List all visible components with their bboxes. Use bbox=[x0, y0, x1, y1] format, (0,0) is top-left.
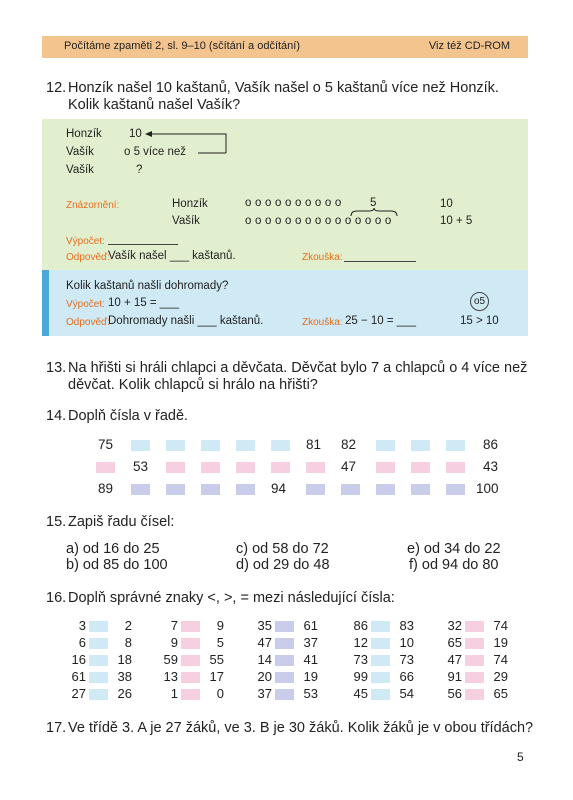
vypocet-blank bbox=[108, 244, 178, 245]
extra-question: Kolik kaštanů našli dohromady? bbox=[66, 280, 229, 292]
seq1-blank[interactable] bbox=[236, 440, 255, 451]
badge-icon: o5 bbox=[470, 292, 489, 311]
compare-right: 73 bbox=[399, 652, 414, 667]
blue-accent-bar bbox=[42, 270, 49, 336]
seq3-blank[interactable] bbox=[376, 484, 395, 495]
page-number: 5 bbox=[517, 750, 524, 764]
compare-left: 7 bbox=[170, 618, 178, 633]
compare-right: 65 bbox=[493, 686, 508, 701]
compare-blank[interactable] bbox=[275, 638, 294, 649]
compare-blank[interactable] bbox=[371, 672, 390, 683]
compare-blank[interactable] bbox=[89, 638, 108, 649]
compare-blank[interactable] bbox=[275, 621, 294, 632]
seq2-blank[interactable] bbox=[271, 462, 290, 473]
vasik-relation: o 5 více než bbox=[124, 146, 187, 158]
seq2-a: 53 bbox=[133, 459, 149, 474]
seq1-blank[interactable] bbox=[201, 440, 220, 451]
compare-blank[interactable] bbox=[371, 638, 390, 649]
compare-blank[interactable] bbox=[465, 689, 484, 700]
compare-right: 17 bbox=[209, 669, 224, 684]
compare-left: 1 bbox=[170, 686, 178, 701]
compare-left: 65 bbox=[447, 635, 462, 650]
zkouska-blank bbox=[344, 261, 416, 262]
extra-odpoved-text: Dohromady našli ___ kaštanů. bbox=[108, 315, 264, 327]
zn-vasik-value: 10 + 5 bbox=[440, 215, 473, 227]
q14-number: 14. bbox=[46, 408, 67, 424]
range-d: d) od 29 do 48 bbox=[236, 557, 330, 573]
q15-text: Zapiš řadu čísel: bbox=[68, 514, 175, 530]
q13-number: 13. bbox=[46, 360, 67, 376]
seq1-c: 82 bbox=[341, 437, 357, 452]
arrow-icon bbox=[140, 128, 240, 160]
compare-left: 91 bbox=[447, 669, 462, 684]
compare-blank[interactable] bbox=[181, 689, 200, 700]
seq3-a: 89 bbox=[98, 481, 114, 496]
compare-right: 74 bbox=[493, 652, 508, 667]
compare-right: 29 bbox=[493, 669, 508, 684]
seq1-blank[interactable] bbox=[411, 440, 430, 451]
compare-left: 35 bbox=[257, 618, 272, 633]
header-bar bbox=[42, 36, 528, 58]
range-b: b) od 85 do 100 bbox=[66, 557, 168, 573]
compare-right: 10 bbox=[399, 635, 414, 650]
compare-left: 20 bbox=[257, 669, 272, 684]
compare-right: 2 bbox=[124, 618, 132, 633]
seq2-blank[interactable] bbox=[166, 462, 185, 473]
seq3-blank[interactable] bbox=[201, 484, 220, 495]
compare-right: 83 bbox=[399, 618, 414, 633]
seq3-blank[interactable] bbox=[236, 484, 255, 495]
compare-blank[interactable] bbox=[89, 621, 108, 632]
seq1-blank[interactable] bbox=[376, 440, 395, 451]
compare-right: 0 bbox=[216, 686, 224, 701]
compare-right: 74 bbox=[493, 618, 508, 633]
seq1-a: 75 bbox=[98, 437, 114, 452]
q14-text: Doplň čísla v řadě. bbox=[68, 408, 189, 424]
q12-line2: Kolik kaštanů našel Vašík? bbox=[68, 97, 241, 113]
zn-vasik: Vašík bbox=[172, 215, 200, 227]
compare-left: 12 bbox=[353, 635, 368, 650]
seq3-blank[interactable] bbox=[166, 484, 185, 495]
compare-left: 86 bbox=[353, 618, 368, 633]
compare-left: 99 bbox=[353, 669, 368, 684]
compare-left: 3 bbox=[78, 618, 86, 633]
compare-right: 38 bbox=[117, 669, 132, 684]
compare-left: 61 bbox=[71, 669, 86, 684]
seq3-b: 94 bbox=[271, 481, 287, 496]
extra-zkouska-label: Zkouška: bbox=[302, 317, 343, 328]
compare-right: 54 bbox=[399, 686, 414, 701]
compare-right: 5 bbox=[216, 635, 224, 650]
zn-honzik-dots: o o o o o o o o o o bbox=[245, 197, 342, 209]
compare-left: 9 bbox=[170, 635, 178, 650]
zn-honzik: Honzík bbox=[172, 198, 208, 210]
compare-blank[interactable] bbox=[465, 672, 484, 683]
honzik-value: 10 bbox=[129, 128, 142, 140]
compare-left: 14 bbox=[257, 652, 272, 667]
honzik-label: Honzík bbox=[66, 128, 102, 140]
range-c: c) od 58 do 72 bbox=[236, 541, 329, 557]
compare-blank[interactable] bbox=[89, 689, 108, 700]
compare-blank[interactable] bbox=[181, 672, 200, 683]
q12-number: 12. bbox=[46, 80, 67, 96]
compare-left: 47 bbox=[257, 635, 272, 650]
compare-text: 15 > 10 bbox=[460, 315, 499, 327]
header-title: Počítáme zpaměti 2, sl. 9–10 (sčítání a odčítání) bbox=[64, 40, 301, 52]
q15-number: 15. bbox=[46, 514, 67, 530]
compare-blank[interactable] bbox=[275, 689, 294, 700]
compare-left: 32 bbox=[447, 618, 462, 633]
compare-right: 37 bbox=[303, 635, 318, 650]
zn-honzik-value: 10 bbox=[440, 198, 453, 210]
seq2-c: 43 bbox=[483, 459, 499, 474]
compare-blank[interactable] bbox=[371, 655, 390, 666]
compare-blank[interactable] bbox=[371, 621, 390, 632]
compare-left: 45 bbox=[353, 686, 368, 701]
seq1-b: 81 bbox=[306, 437, 322, 452]
q16-number: 16. bbox=[46, 590, 67, 606]
compare-blank[interactable] bbox=[181, 655, 200, 666]
seq1-blank[interactable] bbox=[166, 440, 185, 451]
seq3-blank[interactable] bbox=[131, 484, 150, 495]
q17-text: Ve třídě 3. A je 27 žáků, ve 3. B je 30 žáků. Kolik žáků je v obou třídách? bbox=[68, 720, 534, 736]
compare-left: 16 bbox=[71, 652, 86, 667]
seq3-c: 100 bbox=[476, 481, 499, 496]
seq2-blank[interactable] bbox=[236, 462, 255, 473]
compare-blank[interactable] bbox=[275, 672, 294, 683]
seq3-blank[interactable] bbox=[446, 484, 465, 495]
extra-zkouska-text: 25 − 10 = ___ bbox=[345, 315, 416, 327]
seq2-blank[interactable] bbox=[306, 462, 325, 473]
compare-right: 41 bbox=[303, 652, 318, 667]
seq3-blank[interactable] bbox=[411, 484, 430, 495]
compare-left: 59 bbox=[163, 652, 178, 667]
compare-blank[interactable] bbox=[465, 621, 484, 632]
compare-blank[interactable] bbox=[371, 689, 390, 700]
vasik-label-2: Vašík bbox=[66, 164, 94, 176]
compare-left: 13 bbox=[163, 669, 178, 684]
compare-right: 26 bbox=[117, 686, 132, 701]
compare-right: 19 bbox=[493, 635, 508, 650]
compare-right: 61 bbox=[303, 618, 318, 633]
zkouska-label: Zkouška: bbox=[302, 252, 343, 263]
compare-blank[interactable] bbox=[465, 655, 484, 666]
compare-blank[interactable] bbox=[181, 638, 200, 649]
compare-left: 56 bbox=[447, 686, 462, 701]
compare-blank[interactable] bbox=[465, 638, 484, 649]
q13-line1: Na hřišti si hráli chlapci a děvčata. Děvčat bylo 7 a chlapců o 4 více než bbox=[68, 360, 528, 376]
compare-right: 55 bbox=[209, 652, 224, 667]
seq3-blank[interactable] bbox=[306, 484, 325, 495]
znazorneni-label: Znázornění: bbox=[66, 200, 120, 211]
vasik-label: Vašík bbox=[66, 146, 94, 158]
compare-right: 66 bbox=[399, 669, 414, 684]
seq2-blank[interactable] bbox=[201, 462, 220, 473]
seq2-blank[interactable] bbox=[446, 462, 465, 473]
odpoved-text: Vašík našel ___ kaštanů. bbox=[108, 250, 236, 262]
q16-text: Doplň správné znaky <, >, = mezi následující čísla: bbox=[68, 590, 395, 606]
compare-blank[interactable] bbox=[89, 672, 108, 683]
header-cd-rom: Viz též CD-ROM bbox=[428, 40, 510, 52]
q17-number: 17. bbox=[46, 720, 67, 736]
seq1-blank[interactable] bbox=[131, 440, 150, 451]
solution-box bbox=[42, 119, 528, 270]
compare-left: 73 bbox=[353, 652, 368, 667]
range-f: f) od 94 do 80 bbox=[409, 557, 499, 573]
compare-blank[interactable] bbox=[181, 621, 200, 632]
compare-right: 8 bbox=[124, 635, 132, 650]
question-mark: ? bbox=[136, 164, 143, 176]
seq1-d: 86 bbox=[483, 437, 499, 452]
compare-left: 6 bbox=[78, 635, 86, 650]
extra-vypocet-label: Výpočet: bbox=[66, 299, 105, 310]
compare-blank[interactable] bbox=[275, 655, 294, 666]
seq3-blank[interactable] bbox=[341, 484, 360, 495]
seq1-blank[interactable] bbox=[446, 440, 465, 451]
q12-line1: Honzík našel 10 kaštanů, Vašík našel o 5 kaštanů více než Honzík. bbox=[68, 80, 499, 96]
zn-five: 5 bbox=[370, 197, 377, 209]
odpoved-label: Odpověď: bbox=[66, 252, 110, 263]
zn-vasik-dots: o o o o o o o o o o o o o o o bbox=[245, 215, 392, 227]
range-e: e) od 34 do 22 bbox=[407, 541, 501, 557]
seq2-blank[interactable] bbox=[96, 462, 115, 473]
seq2-blank[interactable] bbox=[376, 462, 395, 473]
extra-odpoved-label: Odpověď: bbox=[66, 317, 110, 328]
compare-right: 18 bbox=[117, 652, 132, 667]
compare-left: 27 bbox=[71, 686, 86, 701]
compare-right: 9 bbox=[216, 618, 224, 633]
range-a: a) od 16 do 25 bbox=[66, 541, 160, 557]
compare-right: 19 bbox=[303, 669, 318, 684]
seq2-b: 47 bbox=[341, 459, 357, 474]
seq1-blank[interactable] bbox=[271, 440, 290, 451]
compare-blank[interactable] bbox=[89, 655, 108, 666]
seq2-blank[interactable] bbox=[411, 462, 430, 473]
q13-line2: děvčat. Kolik chlapců si hrálo na hřišti? bbox=[68, 377, 318, 393]
compare-left: 37 bbox=[257, 686, 272, 701]
vypocet-label: Výpočet: bbox=[66, 236, 105, 247]
compare-left: 47 bbox=[447, 652, 462, 667]
compare-right: 53 bbox=[303, 686, 318, 701]
extra-vypocet-text: 10 + 15 = ___ bbox=[108, 297, 179, 309]
